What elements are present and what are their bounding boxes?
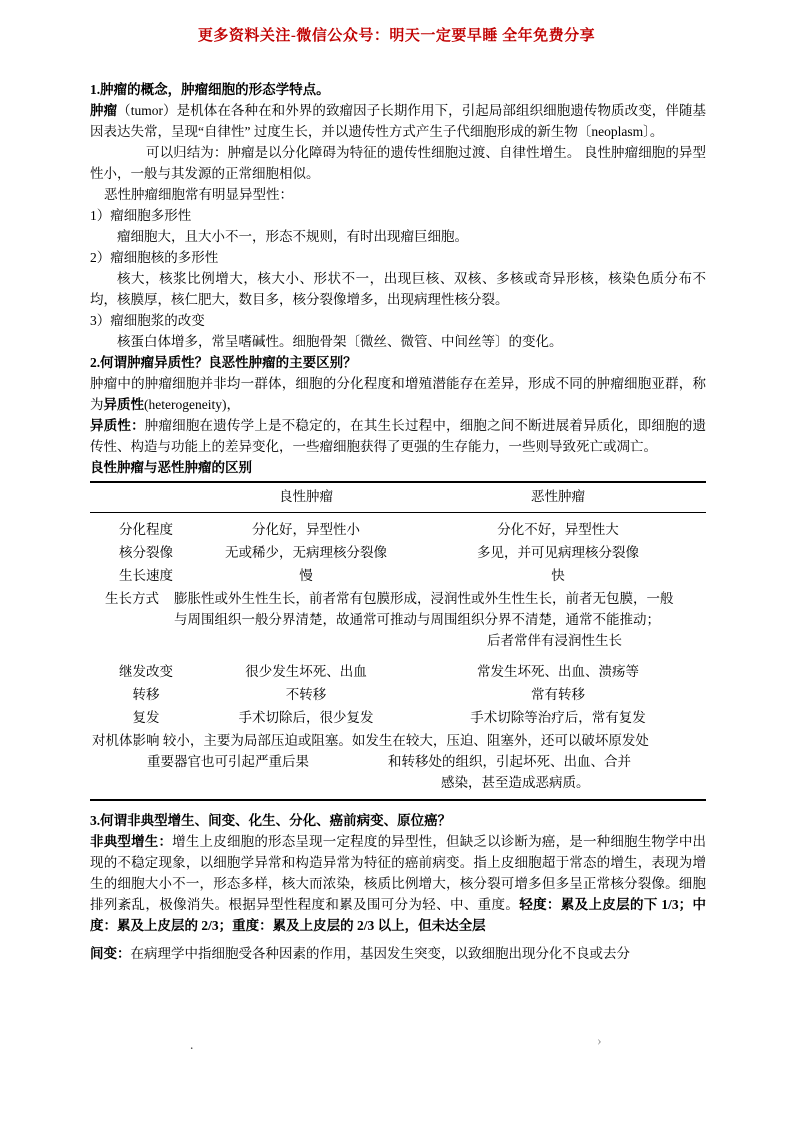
grading-bold-text: 轻度：累及上皮层的下 1/3；中度：累及上皮层的 2/3；重度：累及上皮层的 2/3 以上，但未达全层 (90, 897, 706, 933)
list-item-2-desc: 核大，核浆比例增大，核大小、形状不一，出现巨核、双核、多核或奇异形核，核染色质分布不均，核膜厚，核仁肥大，数目多，核分裂像增多，出现病理性核分裂。 (90, 271, 706, 307)
table-row-differentiation: 分化程度 分化好，异型性小 分化不好，异型性大 (119, 522, 619, 537)
table-row-metastasis: 转移 不转移 常有转移 (132, 687, 585, 702)
impact-label: 对机体影响 (92, 733, 160, 748)
term-heterogeneity: 异质性 (103, 397, 144, 412)
malignant-atypia-intro: 恶性肿瘤细胞常有明显异型性： (104, 187, 293, 202)
tumor-summary-paragraph: 可以归结为：肿瘤是以分化障碍为特征的遗传性细胞过渡、自律性增生。 良性肿瘤细胞的异型性小，一般与其发源的正常细胞相似。 (90, 145, 706, 181)
list-item-1-label: 1）瘤细胞多形性 (90, 208, 192, 223)
benign-malignant-comparison-table (90, 481, 706, 801)
table-row-body-impact: 对机体影响 较小，主要为局部压迫或阻塞。如发生在较大，压迫、阻塞外，还可以破坏原发处 重要器官也可引起严重后果 和转移处的组织，引起坏死、出血、合并 感染，甚至造成恶病质。 (92, 733, 649, 790)
list-item-2-label: 2）瘤细胞核的多形性 (90, 250, 219, 265)
comparison-table-title: 良性肿瘤与恶性肿瘤的区别 (90, 460, 252, 475)
promo-header: 更多资料关注-微信公众号：明天一定要早睡 全年免费分享 (197, 28, 596, 44)
heterogeneity-paragraph: 肿瘤中的肿瘤细胞并非均一群体，细胞的分化程度和增殖潜能存在差异，形成不同的肿瘤细胞亚群，称为异质性(heterogeneity)， (90, 376, 706, 412)
section1-title: 1.肿瘤的概念，肿瘤细胞的形态学特点。 (90, 82, 330, 97)
atypical-hyperplasia-paragraph: 非典型增生：增生上皮细胞的形态呈现一定程度的异型性，但缺乏以诊断为癌，是一种细胞生物学中出现的不稳定现象，以细胞学异常和构造异常为特征的癌前病变。指上皮细胞超于常态的增生，表现为增生的细胞大小不一，形态多样，核大而浓染，核质比例增大，核分裂可增多但多呈正常核分裂像。细胞排列紊乱，极像消失。根据异型性程度和累及围可分为轻、中、重度。轻度：累及上皮层的下 1/3；中度：累及上皮层的 2/3；重度：累及上皮层的 2/3 以上，但未达全层 (90, 834, 707, 933)
table-header-row (90, 483, 706, 513)
growth-mode-text: 膨胀性或外生性生长，前者常有包膜形成，浸润性或外生性生长，前者无包膜，一般 与周围组织一般分界清楚，故通常可推动与周围组织分界不清楚，通常不能推动； 后者常伴有浸润性生长 (174, 591, 674, 648)
table-header-empty-cell (90, 486, 202, 507)
list-item-3-desc: 核蛋白体增多，常呈嗜碱性。细胞骨架〔微丝、微管、中间丝等〕的变化。 (117, 334, 563, 349)
term-tumor: 肿瘤 (90, 103, 118, 118)
table-header-benign: 良性肿瘤 (279, 489, 333, 504)
tumor-definition-paragraph (90, 100, 706, 142)
table-header-malignant: 恶性肿瘤 (531, 489, 585, 504)
anaplasia-paragraph: 间变：在病理学中指细胞受各种因素的作用，基因发生突变，以致细胞出现分化不良或去分 (90, 946, 630, 961)
section3-title: 3.何谓非典型增生、间变、化生、分化、癌前病变、原位癌？ (90, 813, 452, 828)
term-atypical-hyperplasia: 非典型增生： (90, 834, 173, 849)
table-row-secondary-changes: 继发改变 很少发生坏死、出血 常发生坏死、出血、溃疡等 (119, 664, 639, 679)
term-heterogeneity-label: 异质性： (90, 418, 145, 433)
term-anaplasia: 间变： (90, 946, 131, 961)
tumor-definition-text: （tumor）是机体在各种在和外界的致瘤因子长期作用下，引起局部组织细胞遗传物质改变，伴随基因表达失常，呈现“自律性” 过度生长，并以遗传性方式产生子代细胞形成的新生物〔neoplasm〕。 (90, 103, 707, 139)
footer-next-arrow[interactable]: › (597, 1034, 602, 1049)
document-content (90, 79, 706, 964)
table-row-mitosis: 核分裂像 无或稀少，无病理核分裂像 多见，并可见病理核分裂像 (119, 545, 639, 560)
section2-title: 2.何谓肿瘤异质性？良恶性肿瘤的主要区别？ (90, 355, 357, 370)
heterogeneity-definition-paragraph: 异质性：肿瘤细胞在遗传学上是不稳定的，在其生长过程中，细胞之间不断进展着异质化，即细胞的遗传性、构造与功能上的差异变化，一些瘤细胞获得了更强的生存能力，一些则导致死亡或凋亡。 (90, 418, 707, 454)
table-row-growth-mode: 生长方式 膨胀性或外生性生长，前者常有包膜形成，浸润性或外生性生长，前者无包膜，一般 与周围组织一般分界清楚，故通常可推动与周围组织分界不清楚，通常不能推动； 后者常伴有浸润性生长 (90, 587, 706, 652)
footer-dot: . (190, 1037, 194, 1052)
table-row-recurrence: 复发 手术切除后，很少复发 手术切除等治疗后，常有复发 (132, 710, 646, 725)
list-item-3-label: 3）瘤细胞浆的改变 (90, 313, 205, 328)
table-row-growth-speed: 生长速度 慢 快 (119, 568, 565, 583)
list-item-1-desc: 瘤细胞大，且大小不一，形态不规则，有时出现瘤巨细胞。 (117, 229, 468, 244)
